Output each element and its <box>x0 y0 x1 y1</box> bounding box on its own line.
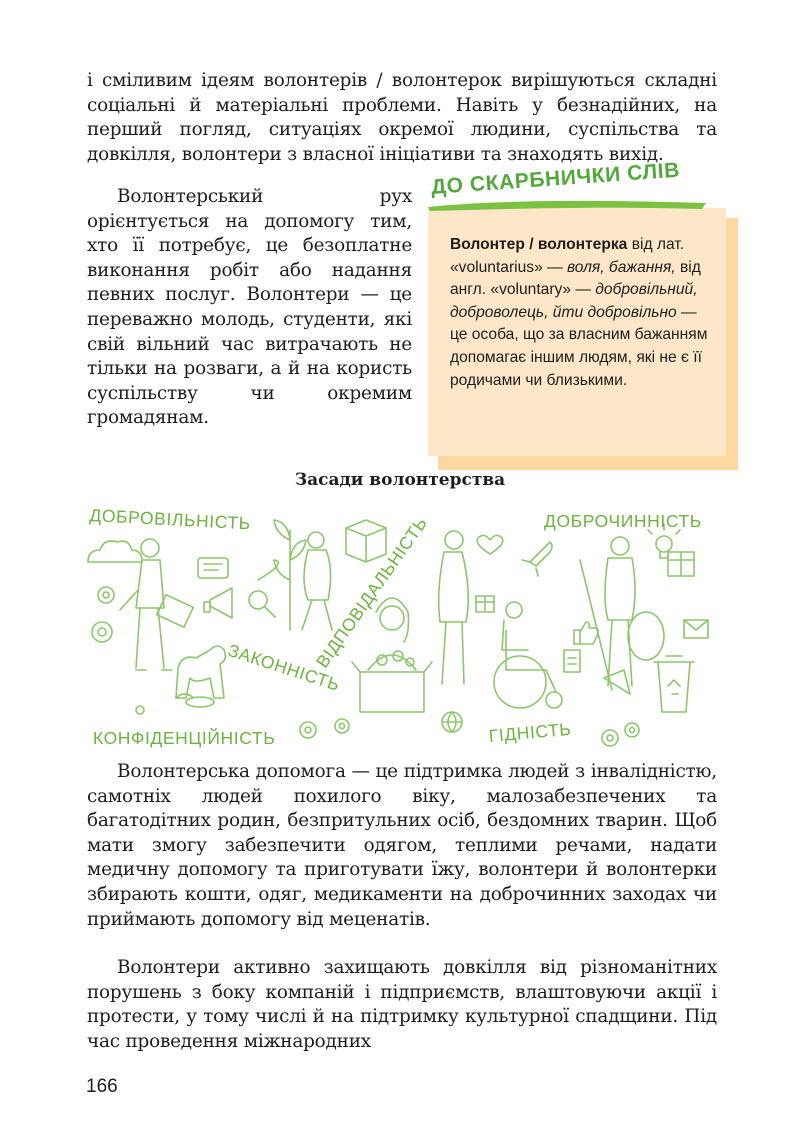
glossary-brush-underline <box>426 197 708 213</box>
glossary-box <box>428 208 730 463</box>
paragraph-environment: Волонтери активно захищають довкілля від різноманітних порушень з боку компаній і підприємств, влаштовуючи акції і протести, у тому числі й на підтримку культурної спадщини. Під час проведення міжнародних <box>87 957 717 1052</box>
cloud-icon <box>88 541 142 562</box>
principle-voluntariness: ДОБРОВІЛЬНІСТЬ <box>88 505 252 534</box>
gear-icon <box>92 587 114 642</box>
heart-icon <box>477 535 503 554</box>
volunteer-standing-figure <box>439 531 469 684</box>
clipboard-icon <box>564 650 580 672</box>
principle-responsibility: ВІДПОВІДАЛЬНІСТЬ <box>312 513 432 672</box>
principle-charity: ДОБРОЧИННІСТЬ <box>544 511 702 531</box>
magnifier-icon <box>249 591 275 617</box>
globe-icon <box>442 712 462 732</box>
paragraph-movement: Волонтерський рух орієнтується на допомогу тим, хто її потребує, це безоплатне виконання робіт або надання певних послуг. Волонтери — це переважно молодь, студенти, які свій вільний час витрачають не тільки на розваги, а й на користь суспільству чи окремим громадянам. <box>87 186 412 429</box>
glossary-definition <box>450 234 710 392</box>
box-icon <box>346 520 386 562</box>
glossary-text-2: від англ. «voluntary» — <box>450 258 701 299</box>
wheelchair-icon <box>494 602 562 708</box>
paragraph-aid: Волонтерська допомога — це підтримка людей з інвалідністю, самотніх людей похилого віку, малозабезпечених та багатодітних родин, безпритульних осіб, бездомних тварин. Щоб мати змогу забезпечити одягом, теплими речами, надати медичну допомогу та приготувати їжу, волонтери й волонтерки збирають кошти, одяг, медикаменти на доброчинних заходах чи приймають допомогу від меценатів. <box>87 761 717 930</box>
rocket-icon <box>522 542 552 576</box>
page-number: 166 <box>86 1076 118 1097</box>
glossary-italic-1: воля, бажання, <box>567 258 676 276</box>
envelope-icon <box>684 620 708 638</box>
glossary-text-3: — це особа, що за власним бажанням допомагає іншим людям, які не є її родичами чи близькими. <box>450 303 708 389</box>
section-heading: Засади волонтерства <box>294 470 506 490</box>
thumbs-up-icon <box>574 622 598 644</box>
recycle-bin-icon <box>654 656 694 712</box>
dog-icon <box>176 646 225 707</box>
plant-icon <box>258 520 332 630</box>
glossary-italic-2: добровільний, доброволець, йти добровільно <box>450 281 698 321</box>
volunteer-with-box-figure <box>120 539 193 670</box>
volunteer-with-broom-figure <box>580 537 664 694</box>
chat-bubble-icon <box>198 558 228 578</box>
megaphone-icon <box>204 588 232 618</box>
principle-dignity: ГІДНІСТЬ <box>488 718 573 746</box>
paragraph-intro: і сміливим ідеям волонтерів / волонтерок вирішуються складні соціальні й матеріальні проблеми. Навіть у безнадійних, на перший погляд, ситуаціях окремої людини, суспільства та довкілля, волонтери з власної ініціативи та знаходять вихід. <box>87 70 717 165</box>
principle-legality: ЗАКОННІСТЬ <box>225 640 343 695</box>
glossary-text-1: від лат. «voluntarius» — <box>450 236 685 276</box>
glossary-title: ДО СКАРБНИЧКИ СЛІВ <box>430 158 681 200</box>
principle-confidentiality: КОНФІДЕНЦІЙНІСТЬ <box>93 728 276 748</box>
glossary-term: Волонтер / волонтерка <box>450 236 628 253</box>
